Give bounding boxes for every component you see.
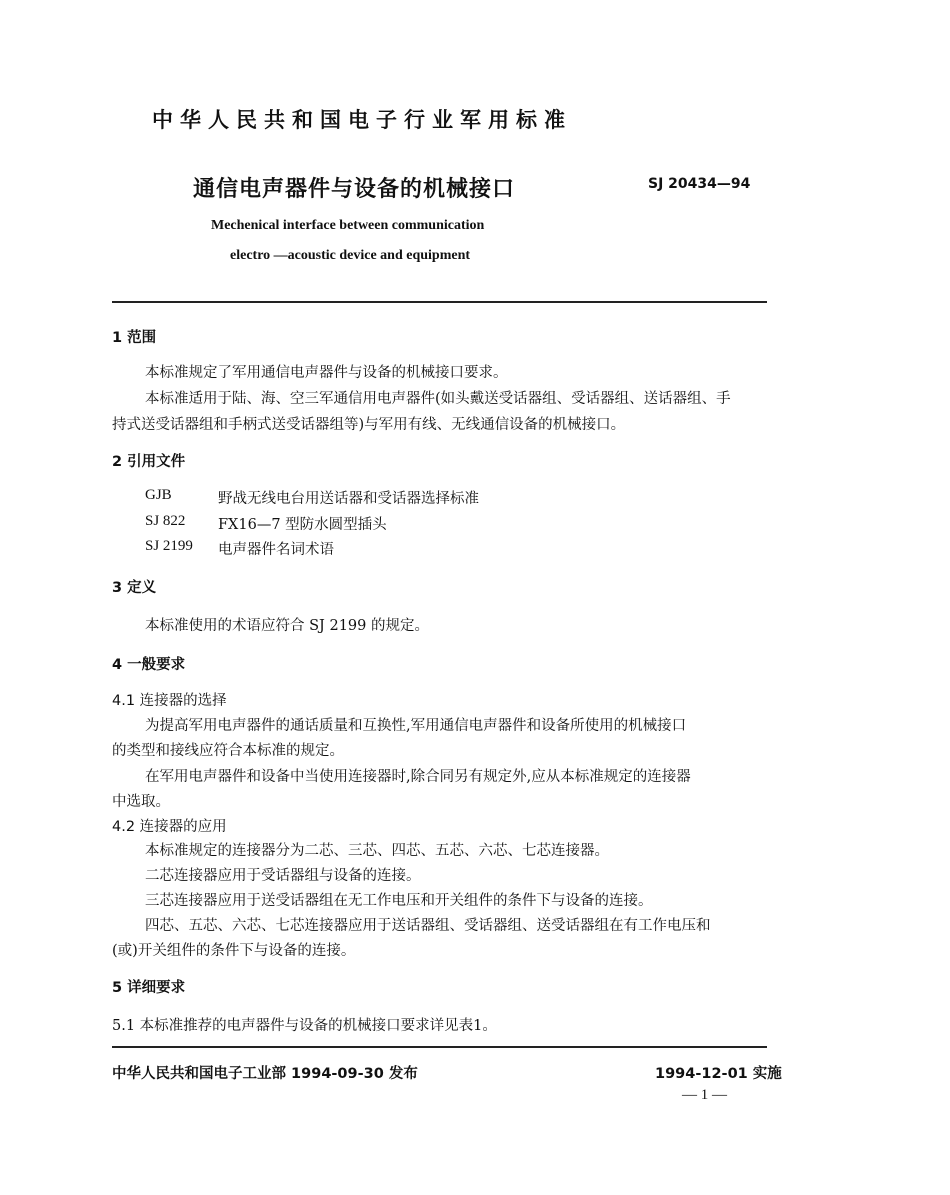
section-4-2-paragraph-3: 三芯连接器应用于送受话器组在无工作电压和开关组件的条件下与设备的连接。: [145, 893, 653, 909]
section-5-1-text: 5.1 本标准推荐的电声器件与设备的机械接口要求详见表1。: [112, 1018, 497, 1034]
section-1-paragraph-2-line-2: 持式送受话器组和手柄式送受话器组等)与军用有线、无线通信设备的机械接口。: [112, 417, 626, 433]
standard-category-header: 中华人民共和国电子行业军用标准: [152, 108, 572, 132]
issue-date: 中华人民共和国电子工业部 1994-09-30 发布: [112, 1066, 418, 1082]
section-4-2-heading: 4.2 连接器的应用: [112, 819, 227, 835]
english-title-line-2: electro —acoustic device and equipment: [230, 248, 471, 263]
section-3-heading: 3 定义: [112, 580, 157, 596]
reference-title: 电声器件名词术语: [218, 542, 334, 558]
section-1-paragraph-2-line-1: 本标准适用于陆、海、空三军通信用电声器件(如头戴送受话器组、受话器组、送话器组、手: [145, 391, 731, 407]
section-4-1-paragraph-1-line-2: 的类型和接线应符合本标准的规定。: [112, 743, 344, 759]
section-3-paragraph: 本标准使用的术语应符合 SJ 2199 的规定。: [145, 618, 429, 634]
section-4-2-paragraph-1: 本标准规定的连接器分为二芯、三芯、四芯、五芯、六芯、七芯连接器。: [145, 843, 609, 859]
reference-title: 野战无线电台用送话器和受话器选择标准: [218, 491, 479, 507]
section-4-2-paragraph-4-line-1: 四芯、五芯、六芯、七芯连接器应用于送话器组、受话器组、送受话器组在有工作电压和: [145, 918, 711, 934]
header-divider: [112, 301, 767, 303]
reference-code: GJB: [145, 487, 172, 503]
section-1-paragraph-1: 本标准规定了军用通信电声器件与设备的机械接口要求。: [145, 365, 508, 381]
footer-divider: [112, 1046, 767, 1048]
page-number: — 1 —: [682, 1087, 727, 1103]
section-4-1-paragraph-2-line-2: 中选取。: [112, 794, 170, 810]
english-title-line-1: Mechenical interface between communication: [211, 218, 485, 233]
section-5-heading: 5 详细要求: [112, 980, 186, 996]
effective-date: 1994-12-01 实施: [655, 1066, 782, 1082]
section-2-heading: 2 引用文件: [112, 454, 186, 470]
section-4-1-paragraph-2-line-1: 在军用电声器件和设备中当使用连接器时,除合同另有规定外,应从本标准规定的连接器: [145, 769, 691, 785]
section-4-heading: 4 一般要求: [112, 657, 186, 673]
section-1-heading: 1 范围: [112, 330, 157, 346]
reference-code: SJ 822: [145, 513, 186, 529]
reference-title: FX16—7 型防水圆型插头: [218, 517, 387, 533]
document-title: 通信电声器件与设备的机械接口: [193, 177, 516, 202]
reference-code: SJ 2199: [145, 538, 193, 554]
section-4-2-paragraph-4-line-2: (或)开关组件的条件下与设备的连接。: [112, 943, 356, 959]
section-4-2-paragraph-2: 二芯连接器应用于受话器组与设备的连接。: [145, 868, 421, 884]
standard-code: SJ 20434—94: [648, 176, 751, 192]
section-4-1-paragraph-1-line-1: 为提高军用电声器件的通话质量和互换性,军用通信电声器件和设备所使用的机械接口: [145, 718, 687, 734]
section-4-1-heading: 4.1 连接器的选择: [112, 693, 227, 709]
